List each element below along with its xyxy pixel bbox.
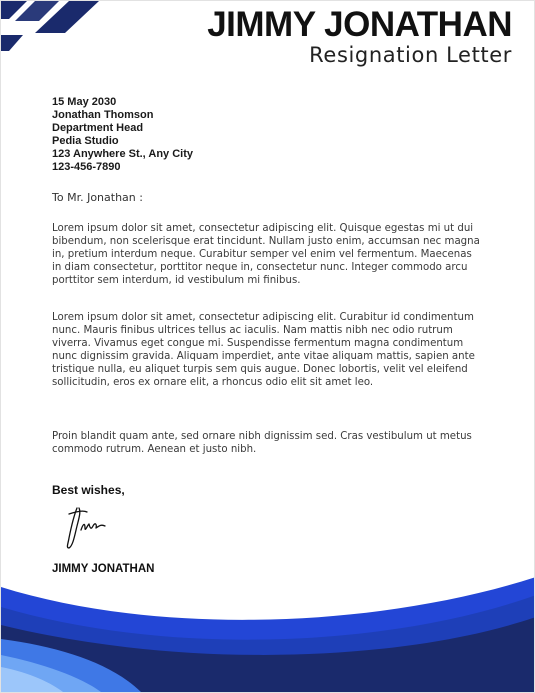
company-address: 123 Anywhere St., Any City xyxy=(52,148,194,160)
header-subtitle: Resignation Letter xyxy=(309,43,512,67)
greeting: To Mr. Jonathan : xyxy=(52,191,143,204)
sender-block xyxy=(52,96,193,174)
recipient-title: Department Head xyxy=(52,122,144,134)
body-paragraph: Lorem ipsum dolor sit amet, consectetur adipiscing elit. Curabitur id condimentum nunc. Mauris finibus ultrices tellus ac iaculis. Nam mattis nibh nec odio rutrum viverra. Vivamus eget congue mi. Suspendisse fermentum magna condimentum nunc dignissim gravida. Aliquam imperdiet, ante vitae aliquam mattis, sapien ante tristique nulla, eu aliquet turpis sem quis augue. Donec lobortis, velit vel eleifend sollicitudin, eros ex ornare elit, a rhoncus odio elit sit amet leo. xyxy=(52,312,475,388)
recipient-name: Jonathan Thomson xyxy=(52,109,154,121)
signature-icon xyxy=(63,504,113,552)
body-paragraph: Proin blandit quam ante, sed ornare nibh dignissim sed. Cras vestibulum ut metus commodo rutrum. Aenean et justo nibh. xyxy=(52,431,472,455)
signer-name: JIMMY JONATHAN xyxy=(52,563,155,575)
phone-number: 123-456-7890 xyxy=(52,161,121,173)
closing: Best wishes, xyxy=(52,483,125,497)
blue-wave-decoration xyxy=(1,577,535,692)
header-name: JIMMY JONATHAN xyxy=(207,5,512,44)
company-name: Pedia Studio xyxy=(52,135,119,147)
body-paragraph: Lorem ipsum dolor sit amet, consectetur adipiscing elit. Quisque egestas mi ut dui bibendum, non scelerisque erat tincidunt. Nullam justo enim, accumsan nec magna in, pretium interdum neque. Curabitur semper vel enim vel fermentum. Maecenas in diam consectetur, porttitor neque in, consectetur nunc. Integer commodo arcu porttitor sem interdum, id vestibulum mi finibus. xyxy=(52,223,480,286)
letter-date: 15 May 2030 xyxy=(52,96,117,108)
diagonal-stripes-icon xyxy=(1,1,111,61)
